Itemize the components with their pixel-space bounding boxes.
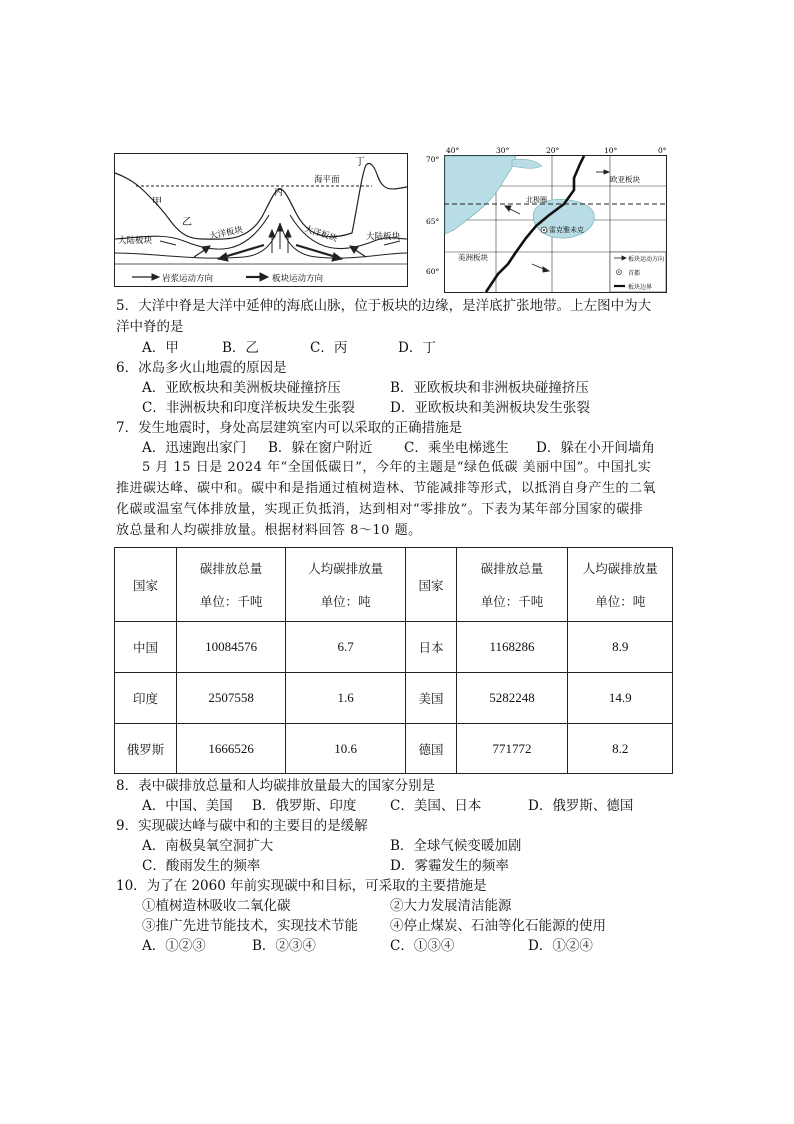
q5-option-d[interactable]: D．丁 [398, 340, 436, 356]
legend-plate-label: 板块运动方向 [272, 274, 324, 284]
label-yi: 乙 [182, 217, 192, 228]
country-cell: 美国 [406, 673, 456, 724]
tick-40: 40° [446, 146, 460, 155]
q5-option-a[interactable]: A．甲 [142, 340, 179, 356]
legend-boundary: 板块边界 [628, 284, 653, 291]
percap-cell: 8.9 [568, 622, 673, 673]
total-cell: 771772 [456, 724, 568, 774]
q6-option-a[interactable]: A．亚欧板块和美洲板块碰撞挤压 [142, 380, 341, 396]
header-total-1: 碳排放总量 单位：千吨 [177, 548, 286, 622]
label-eurasian: 欧亚板块 [610, 175, 640, 184]
header-country-1: 国家 [115, 548, 177, 622]
q9-option-b[interactable]: B．全球气候变暖加剧 [390, 838, 522, 854]
table-header-row [115, 548, 673, 622]
carbon-emissions-table [114, 547, 673, 774]
q10-option-c[interactable]: C．①③④ [390, 938, 455, 954]
q9-option-c[interactable]: C．酸雨发生的频率 [142, 858, 261, 874]
q9-stem: 9．实现碳达峰与碳中和的主要目的是缓解 [116, 818, 368, 834]
label-continental-right: 大陆板块 [366, 232, 401, 242]
q10-option-b[interactable]: B．②③④ [252, 938, 316, 954]
country-cell: 日本 [406, 622, 456, 673]
q10-item-4: ④停止煤炭、石油等化石能源的使用 [390, 918, 606, 934]
q7-option-a[interactable]: A．迅速跑出家门 [142, 440, 247, 456]
percap-cell: 14.9 [568, 673, 673, 724]
header-percap-1: 人均碳排放量 单位：吨 [286, 548, 406, 622]
total-cell: 10084576 [177, 622, 286, 673]
q6-option-b[interactable]: B．亚欧板块和非洲板块碰撞挤压 [390, 380, 589, 396]
table-row [115, 724, 673, 774]
q5-option-b[interactable]: B．乙 [222, 340, 259, 356]
passage-line1: 5 月 15 日是 2024 年“全国低碳日”，今年的主题是“绿色低碳 美丽中国”。中国扎实 [142, 460, 652, 475]
passage-line3: 化碳或温室气体排放量，实现正负抵消，达到相对“零排放”。下表为某年部分国家的碳排 [116, 502, 644, 517]
label-american: 美洲板块 [458, 253, 488, 262]
q10-option-a[interactable]: A．①②③ [142, 938, 206, 954]
percap-cell: 6.7 [286, 622, 406, 673]
q7-option-d[interactable]: D．躲在小开间墙角 [536, 440, 655, 456]
percap-cell: 10.6 [286, 724, 406, 774]
q6-option-d[interactable]: D．亚欧板块和美洲板块发生张裂 [390, 400, 590, 416]
tick-30: 30° [496, 146, 510, 155]
total-cell: 1666526 [177, 724, 286, 774]
label-reykjavik: 雷克雅未克 [549, 226, 584, 234]
q8-option-c[interactable]: C．美国、日本 [390, 798, 482, 814]
q8-stem: 8．表中碳排放总量和人均碳排放量最大的国家分别是 [116, 778, 436, 794]
tick-10: 10° [604, 146, 618, 155]
passage-line4: 放总量和人均碳排放量。根据材料回答 8～10 题。 [116, 523, 422, 538]
q10-item-3: ③推广先进节能技术，实现技术节能 [142, 918, 358, 934]
q10-item-1: ①植树造林吸收二氧化碳 [142, 898, 291, 914]
tick-70: 70° [426, 155, 440, 164]
table-row [115, 622, 673, 673]
tick-60: 60° [426, 267, 440, 276]
q8-option-b[interactable]: B．俄罗斯、印度 [252, 798, 357, 814]
label-arctic: 北极圈 [526, 196, 547, 204]
q10-item-2: ②大力发展清洁能源 [390, 898, 512, 914]
label-oceanic-right: 大洋板块 [303, 224, 339, 245]
percap-cell: 1.6 [286, 673, 406, 724]
total-cell: 1168286 [456, 622, 568, 673]
q5-stem-line2: 洋中脊的是 [116, 319, 184, 335]
q9-option-a[interactable]: A．南极臭氧空洞扩大 [142, 838, 274, 854]
header-country-2: 国家 [406, 548, 456, 622]
label-sea-level: 海平面 [314, 175, 340, 185]
q7-stem: 7．发生地震时，身处高层建筑室内可以采取的正确措施是 [116, 420, 463, 436]
q5-stem-line1: 5．大洋中脊是大洋中延伸的海底山脉，位于板块的边缘，是洋底扩张地带。上左图中为大 [116, 298, 652, 314]
tick-20: 20° [546, 146, 560, 155]
country-cell: 俄罗斯 [115, 724, 177, 774]
iceland-plate-map [424, 144, 674, 294]
label-ding: 丁 [355, 157, 365, 168]
plate-cross-section-figure [114, 153, 408, 287]
label-bing: 丙 [274, 188, 284, 198]
header-percap-2: 人均碳排放量 单位：吨 [568, 548, 673, 622]
table-row [115, 673, 673, 724]
legend-magma-label: 岩浆运动方向 [162, 274, 214, 284]
q5-option-c[interactable]: C．丙 [310, 340, 348, 356]
tick-0: 0° [658, 146, 667, 155]
legend-capital: 首都 [628, 270, 641, 277]
total-cell: 5282248 [456, 673, 568, 724]
q8-option-d[interactable]: D．俄罗斯、德国 [528, 798, 634, 814]
header-total-2: 碳排放总量 单位：千吨 [456, 548, 568, 622]
label-oceanic-left: 大洋板块 [208, 225, 244, 242]
q6-stem: 6．冰岛多火山地震的原因是 [116, 360, 287, 376]
tick-65: 65° [426, 217, 440, 226]
total-cell: 2507558 [177, 673, 286, 724]
percap-cell: 8.2 [568, 724, 673, 774]
country-cell: 中国 [115, 622, 177, 673]
q8-option-a[interactable]: A．中国、美国 [142, 798, 233, 814]
q7-option-c[interactable]: C．乘坐电梯逃生 [404, 440, 509, 456]
legend-motion: 板块运动方向 [628, 256, 665, 263]
q7-option-b[interactable]: B．躲在窗户附近 [268, 440, 373, 456]
q6-option-c[interactable]: C．非洲板块和印度洋板块发生张裂 [142, 400, 355, 416]
country-cell: 印度 [115, 673, 177, 724]
label-continental-left: 大陆板块 [118, 236, 153, 246]
q10-option-d[interactable]: D．①②④ [528, 938, 593, 954]
q9-option-d[interactable]: D．雾霾发生的频率 [390, 858, 509, 874]
country-cell: 德国 [406, 724, 456, 774]
q10-stem: 10．为了在 2060 年前实现碳中和目标，可采取的主要措施是 [116, 878, 487, 894]
label-jia: 甲 [152, 197, 162, 208]
passage-line2: 推进碳达峰、碳中和。碳中和是指通过植树造林、节能减排等形式，以抵消自身产生的二氧 [116, 481, 657, 496]
